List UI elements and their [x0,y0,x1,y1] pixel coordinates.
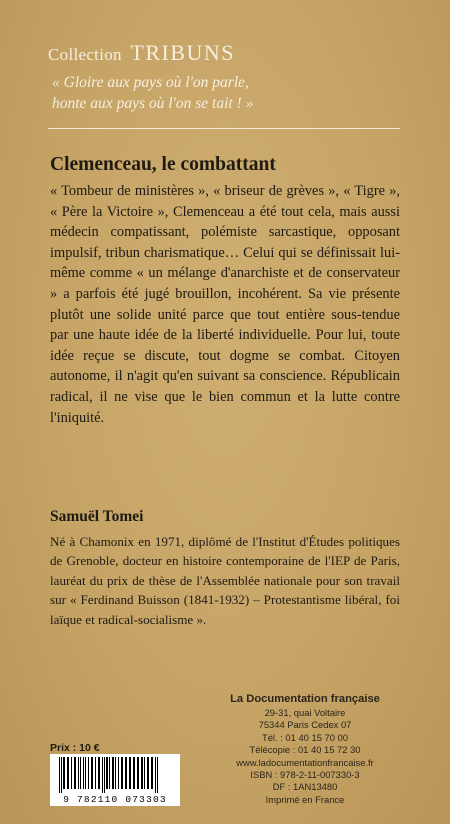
barcode-bar [95,757,96,789]
collection-prefix: Collection [48,45,122,64]
author-bio [50,532,400,629]
printed-in: Imprimé en France [265,793,345,805]
barcode-bar [147,757,149,789]
publisher-phone: Tél. : 01 40 15 70 00 [261,731,348,743]
barcode-bar [74,757,76,789]
barcode-bar [63,757,65,789]
barcode-bar [78,757,79,789]
barcode-bar [155,757,156,793]
book-summary [50,181,400,428]
price-label: Prix : 10 € [50,742,100,754]
barcode-bar [129,757,131,789]
barcode [50,754,180,806]
motto-line-1: « Gloire aux pays où l'on parle, [52,74,249,91]
publisher-name: La Documentation française [230,693,380,705]
barcode-bar [59,757,60,793]
barcode-digits: 9 782110 073303 [63,794,167,805]
barcode-bar [102,757,103,793]
barcode-bar [88,757,89,789]
publisher-address-2: 75344 Paris Cedex 07 [258,719,352,731]
barcode-bars [50,754,180,794]
barcode-bar [115,757,116,789]
barcode-bar [112,757,114,789]
book-title: Clemenceau, le combattant [50,154,276,175]
barcode-bar [91,757,93,789]
collection-name: TRIBUNS [130,40,236,65]
publisher-website: www.ladocumentationfrancaise.fr [236,756,374,768]
barcode-bar [121,757,123,789]
barcode-bar [71,757,72,789]
motto-line-2: honte aux pays où l'on se tait ! » [52,95,254,112]
summary-text: « Tombeur de ministères », « briseur de grèves », « Tigre », « Père la Victoire », Clemenceau a été tout cela, mais aussi médecin compatissant, polémiste sarcastique, opposant impulsif, tribun charismatique… Celui qui se définissait lui-même comme « un mélange d'anarchiste et de conservateur » a parfois été jugé brouillon, incohérent. Sa vie présente plutôt une solide unité parce que tout entière sous-tendue par une haute idée de la liberté individuelle. Pour lui, toute idée reçue se discute, tout dogme se combat. Citoyen autonome, il n'agit qu'en suivant sa conscience. Républicain radical, il ne vise que le bien commun et la lutte contre l'iniquité. [50,183,400,426]
bio-text: Né à Chamonix en 1971, diplômé de l'Institut d'Études politiques de Grenoble, docteur en histoire contemporaine de l'IEP de Paris, lauréat du prix de thèse de l'Assemblée nationale pour son travail sur « Ferdinand Buisson (1841-1932) – Protestantisme libéral, foi laïque et radical-socialisme ». [50,534,400,627]
publisher-block [200,693,410,806]
barcode-bar [98,757,100,789]
barcode-bar [157,757,158,793]
barcode-bar [61,757,62,793]
collection-motto [52,72,412,114]
barcode-bar [85,757,86,789]
barcode-bar [67,757,69,789]
df-reference: DF : 1AN13480 [272,781,338,793]
barcode-bar [80,757,81,789]
publisher-address-1: 29-31, quai Voltaire [264,707,346,718]
header-divider [48,128,400,129]
barcode-bar [137,757,139,789]
author-name: Samuël Tomei [50,508,144,525]
barcode-bar [118,757,119,789]
barcode-bar [104,757,105,793]
barcode-bar [144,757,145,789]
barcode-bar [109,757,110,789]
barcode-bar [141,757,143,789]
barcode-bar [125,757,127,789]
publisher-fax: Télécopie : 01 40 15 72 30 [249,744,361,756]
barcode-bar [133,757,135,789]
collection-heading [48,40,235,66]
barcode-bar [83,757,84,789]
barcode-bar [106,757,108,789]
barcode-bar [151,757,153,789]
isbn: ISBN : 978-2-11-007330-3 [250,769,360,781]
